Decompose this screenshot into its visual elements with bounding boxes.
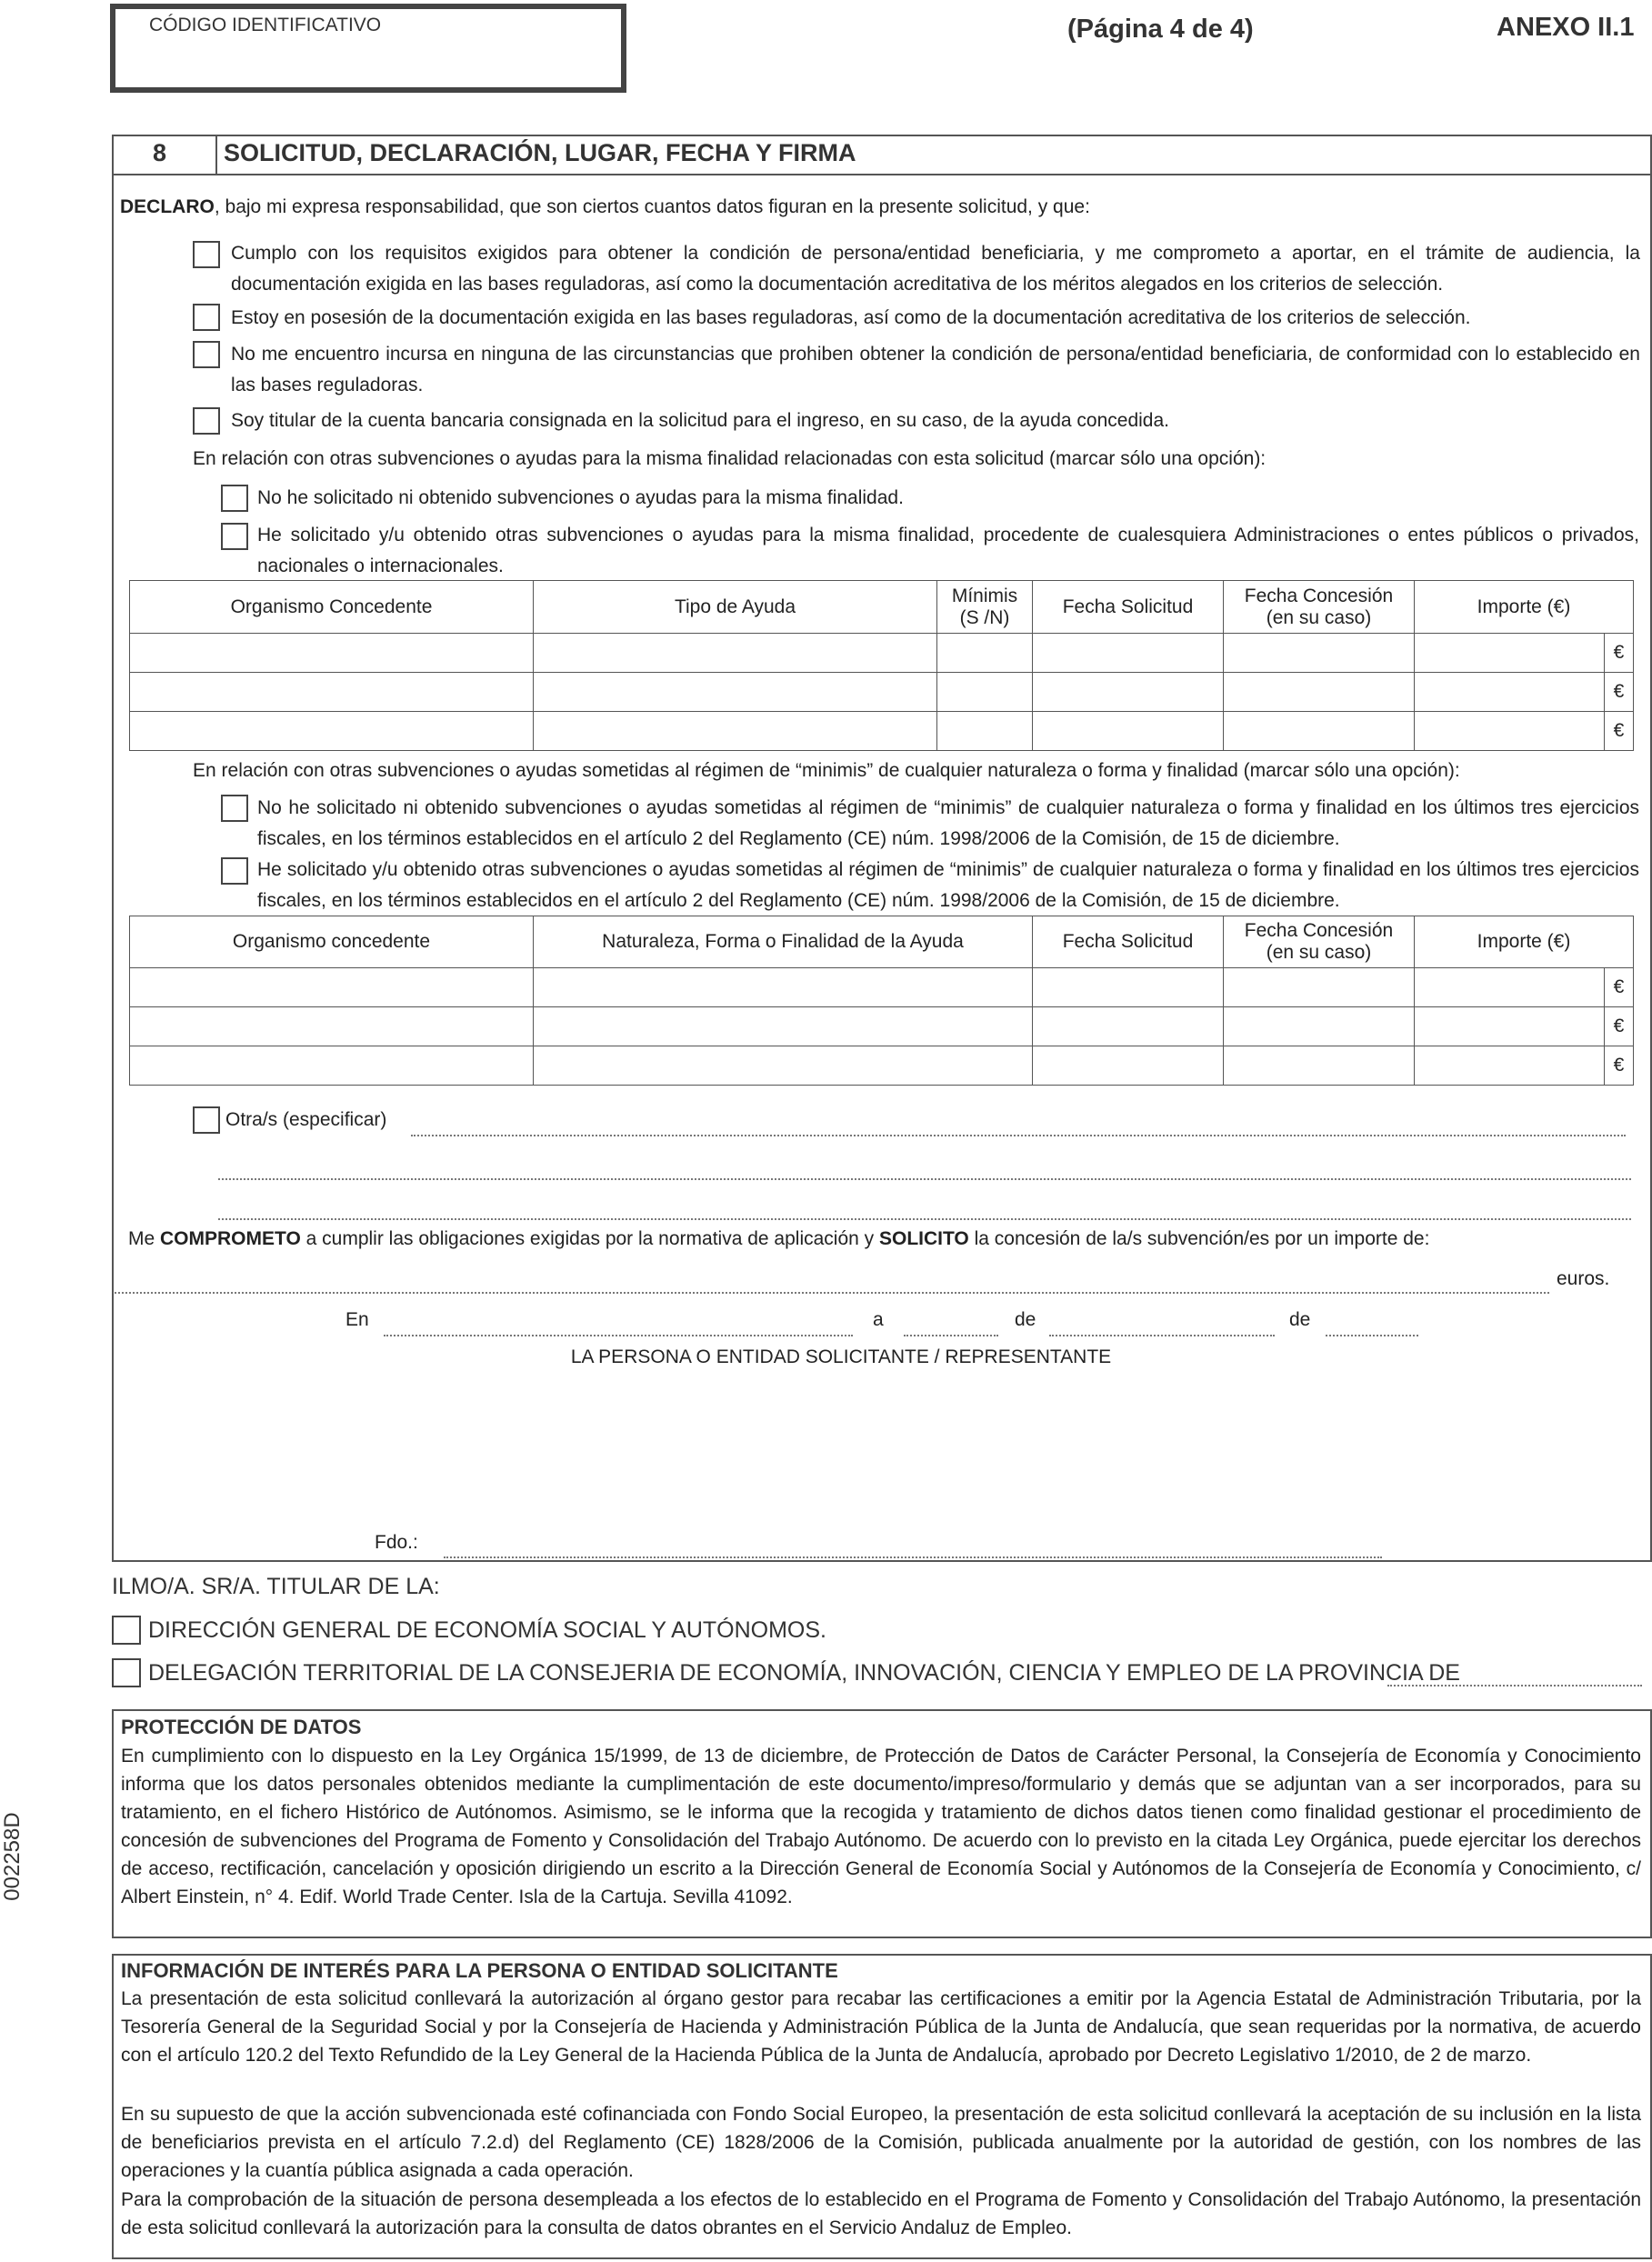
declaro-keyword: DECLARO (120, 196, 215, 217)
minimis-opt1-text: No he solicitado ni obtenido subvenciones o ayudas sometidas al régimen de “minimis” de cualquier naturaleza o forma y finalidad en los últimos tres ejercicios fiscales, en los términos establecidos en el artículo 2 del Reglamento (CE) núm. 1998/2006 de la Comisión, de 15 de diciembre. (257, 797, 1639, 849)
decl-item-4-text: Soy titular de la cuenta bancaria consignada en la solicitud para el ingreso, en su caso, de la ayuda concedida. (231, 410, 1170, 431)
declaro-statement (120, 192, 1629, 222)
compromiso-text-3: la concesión de la/s subvención/es por un importe de: (968, 1228, 1430, 1249)
table-cell[interactable] (1033, 712, 1224, 751)
addressee-option-2-checkbox[interactable] (112, 1658, 141, 1687)
other-opt1-text: No he solicitado ni obtenido subvenciones o ayudas para la misma finalidad. (257, 487, 904, 508)
other-subsidies-table (129, 580, 1634, 751)
month-field[interactable] (1049, 1335, 1275, 1336)
table-row (130, 1046, 1634, 1086)
table-cell[interactable] (937, 712, 1033, 751)
t1-header-fecha-solicitud: Fecha Solicitud (1033, 581, 1224, 634)
decl-item-3-checkbox[interactable] (193, 341, 220, 368)
table-cell[interactable] (1224, 968, 1415, 1007)
currency-symbol: € (1605, 1046, 1634, 1086)
decl-item-1-checkbox[interactable] (193, 241, 220, 268)
place-en-label: En (345, 1309, 369, 1330)
currency-symbol: € (1605, 634, 1634, 673)
section-number: 8 (153, 139, 167, 166)
compromiso-text-1: Me (128, 1228, 161, 1249)
table-cell[interactable] (534, 673, 937, 712)
table-cell[interactable] (1033, 968, 1224, 1007)
other-opt2-checkbox[interactable] (221, 523, 248, 550)
table-cell[interactable] (1224, 673, 1415, 712)
section-8-number-divider (215, 135, 217, 175)
info-title: INFORMACIÓN DE INTERÉS PARA LA PERSONA O ENTIDAD SOLICITANTE (121, 1959, 838, 1982)
table-cell[interactable] (534, 634, 937, 673)
info-paragraph-3: Para la comprobación de la situación de persona desempleada a los efectos de lo establecido en el Programa de Fomento y Consolidación del Trabajo Autónomo, la presentación de esta solicitud conllevará la autorización para la consulta de datos obrantes en el Servicio Andaluz de Empleo. (121, 2189, 1641, 2238)
table-cell[interactable] (1415, 1046, 1605, 1086)
table-cell[interactable] (130, 712, 534, 751)
addressee-option-2-text: DELEGACIÓN TERRITORIAL DE LA CONSEJERIA DE ECONOMÍA, INNOVACIÓN, CIENCIA Y EMPLEO DE LA PROVINCIA DE (148, 1660, 1460, 1686)
other-opt2-text: He solicitado y/u obtenido otras subvenciones o ayudas para la misma finalidad, procedente de cualesquiera Administraciones o entes públicos o privados, nacionales o internacionales. (257, 525, 1639, 576)
table-cell[interactable] (534, 1007, 1033, 1046)
decl-item-1-text: Cumplo con los requisitos exigidos para obtener la condición de persona/entidad beneficiaria, y me comprometo a aportar, en el trámite de audiencia, la documentación exigida en las bases reguladoras, así como la documentación acreditativa de los méritos alegados en los criterios de selección. (231, 243, 1640, 295)
table-cell[interactable] (1415, 1007, 1605, 1046)
t1-header-organismo: Organismo Concedente (130, 581, 534, 634)
otras-field-line-1[interactable] (411, 1135, 1626, 1136)
side-document-code: 002258D (0, 1812, 25, 1901)
currency-symbol: € (1605, 1007, 1634, 1046)
euros-label: euros. (1557, 1268, 1610, 1289)
place-field[interactable] (384, 1335, 853, 1336)
t1-header-minimis: Mínimis (S /N) (937, 581, 1033, 634)
place-de-label-2: de (1289, 1309, 1311, 1330)
table-cell[interactable] (130, 968, 534, 1007)
t1-header-importe: Importe (€) (1415, 581, 1634, 634)
section-title: SOLICITUD, DECLARACIÓN, LUGAR, FECHA Y FIRMA (224, 139, 856, 166)
table-cell[interactable] (1224, 712, 1415, 751)
section-8-header-rule (112, 174, 1652, 175)
annex-label: ANEXO II.1 (1497, 13, 1635, 42)
table-cell[interactable] (1415, 634, 1605, 673)
addressee-option-1-text: DIRECCIÓN GENERAL DE ECONOMÍA SOCIAL Y AUTÓNOMOS. (148, 1617, 826, 1643)
compromiso-text-2: a cumplir las obligaciones exigidas por la normativa de aplicación y (300, 1228, 879, 1249)
table-cell[interactable] (1224, 634, 1415, 673)
data-protection-text: En cumplimiento con lo dispuesto en la Ley Orgánica 15/1999, de 13 de diciembre, de Protección de Datos de Carácter Personal, la Consejería de Economía y Conocimiento informa que los datos personales obtenidos mediante la cumplimentación de este documento/impreso/formulario y demás que se adjuntan van a ser incorporados, para su tratamiento, en el fichero Histórico de Autónomos. Asimismo, se le informa que la recogida y tratamiento de dichos datos tienen como finalidad gestionar el procedimiento de concesión de subvenciones del Programa de Fomento y Consolidación del Trabajo Autónomo. De acuerdo con lo previsto en la citada Ley Orgánica, puede ejercitar los derechos de acceso, rectificación, cancelación y oposición dirigiendo un escrito a la Dirección General de Economía Social y Autónomos de la Consejería de Economía y Conocimiento, c/ Albert Einstein, n° 4. Edif. World Trade Center. Isla de la Cartuja. Sevilla 41092. (121, 1746, 1641, 1907)
table-cell[interactable] (1033, 1046, 1224, 1086)
identification-code-label: CÓDIGO IDENTIFICATIVO (149, 15, 382, 35)
table-row (130, 712, 1634, 751)
table-cell[interactable] (937, 673, 1033, 712)
decl-item-2-checkbox[interactable] (193, 304, 220, 331)
table-cell[interactable] (130, 1046, 534, 1086)
province-field[interactable] (1387, 1685, 1642, 1686)
table-cell[interactable] (130, 1007, 534, 1046)
table-cell[interactable] (534, 1046, 1033, 1086)
info-paragraph-1: La presentación de esta solicitud conllevará la autorización al órgano gestor para recabar las certificaciones a emitir por la Agencia Estatal de Administración Tributaria, por la Tesorería General de la Seguridad Social y por la Consejería de Hacienda y Administración Pública de la Junta de Andalucía, que sean requeridas por la normativa, de acuerdo con el artículo 120.2 del Texto Refundido de la Ley General de la Hacienda Pública de la Junta de Andalucía, aprobado por Decreto Legislativo 1/2010, de 2 de marzo. (121, 1988, 1641, 2066)
table-cell[interactable] (130, 634, 534, 673)
fdo-label: Fdo.: (375, 1532, 418, 1553)
decl-item-4-checkbox[interactable] (193, 407, 220, 435)
table-cell[interactable] (937, 634, 1033, 673)
otras-field-line-2[interactable] (218, 1178, 1631, 1180)
otras-field-line-3[interactable] (218, 1218, 1631, 1220)
table-cell[interactable] (534, 968, 1033, 1007)
table-row (130, 634, 1634, 673)
solicito-keyword: SOLICITO (878, 1228, 969, 1249)
declaro-text: , bajo mi expresa responsabilidad, que son ciertos cuantos datos figuran en la presente solicitud, y que: (214, 196, 1090, 217)
minimis-opt2-checkbox[interactable] (221, 857, 248, 885)
decl-item-2-text: Estoy en posesión de la documentación exigida en las bases reguladoras, así como de la documentación acreditativa de los criterios de selección. (231, 307, 1471, 328)
otras-checkbox[interactable] (193, 1106, 220, 1134)
addressee-title: ILMO/A. SR/A. TITULAR DE LA: (112, 1574, 440, 1599)
table-cell[interactable] (1033, 673, 1224, 712)
table-row (130, 1007, 1634, 1046)
table-cell[interactable] (534, 712, 937, 751)
other-subsidies-intro: En relación con otras subvenciones o ayudas para la misma finalidad relacionadas con esta solicitud (marcar sólo una opción): (193, 448, 1267, 469)
place-a-label: a (873, 1309, 884, 1330)
table-cell[interactable] (1224, 1046, 1415, 1086)
currency-symbol: € (1605, 673, 1634, 712)
currency-symbol: € (1605, 712, 1634, 751)
table-cell[interactable] (1224, 1007, 1415, 1046)
year-field[interactable] (1326, 1335, 1418, 1336)
minimis-intro: En relación con otras subvenciones o ayudas sometidas al régimen de “minimis” de cualquier naturaleza o forma y finalidad (marcar sólo una opción): (193, 760, 1460, 781)
t2-header-organismo: Organismo concedente (130, 916, 534, 968)
minimis-table (129, 916, 1634, 1086)
table-cell[interactable] (130, 673, 534, 712)
decl-item-3-text: No me encuentro incursa en ninguna de las circunstancias que prohiben obtener la condición de persona/entidad beneficiaria, de conformidad con lo establecido en las bases reguladoras. (231, 344, 1640, 395)
day-field[interactable] (904, 1335, 998, 1336)
table-cell[interactable] (1415, 673, 1605, 712)
minimis-opt1-checkbox[interactable] (221, 795, 248, 822)
table-row (130, 968, 1634, 1007)
t2-header-importe: Importe (€) (1415, 916, 1634, 968)
page-number: (Página 4 de 4) (1067, 15, 1254, 44)
t1-header-tipo: Tipo de Ayuda (534, 581, 937, 634)
table-row (130, 673, 1634, 712)
table-cell[interactable] (1415, 712, 1605, 751)
t1-header-fecha-concesion: Fecha Concesión (en su caso) (1224, 581, 1415, 634)
info-paragraph-2: En su supuesto de que la acción subvencionada esté cofinanciada con Fondo Social Europeo, la presentación de esta solicitud conllevará la aceptación de su inclusión en la lista de beneficiarios prevista en el artículo 7.2.d) del Reglamento (CE) 1828/2006 de la Comisión, publicada anualmente por la autoridad de gestión, con los nombres de las operaciones y la cuantía pública asignada a cada operación. (121, 2104, 1641, 2181)
compromiso-statement (128, 1224, 1637, 1254)
addressee-option-1-checkbox[interactable] (112, 1616, 141, 1645)
minimis-opt2-text: He solicitado y/u obtenido otras subvenciones o ayudas sometidas al régimen de “minimis” de cualquier naturaleza o forma y finalidad en los últimos tres ejercicios fiscales, en los términos establecidos en el artículo 2 del Reglamento (CE) núm. 1998/2006 de la Comisión, de 15 de diciembre. (257, 859, 1639, 911)
table-cell[interactable] (1415, 968, 1605, 1007)
data-protection-title: PROTECCIÓN DE DATOS (121, 1716, 362, 1738)
place-de-label-1: de (1015, 1309, 1036, 1330)
signer-label: LA PERSONA O ENTIDAD SOLICITANTE / REPRESENTANTE (570, 1346, 1112, 1367)
t2-header-fecha-concesion: Fecha Concesión (en su caso) (1224, 916, 1415, 968)
table-cell[interactable] (1033, 634, 1224, 673)
other-opt1-checkbox[interactable] (221, 485, 248, 512)
otras-label: Otra/s (especificar) (225, 1109, 387, 1130)
t2-header-fecha-solicitud: Fecha Solicitud (1033, 916, 1224, 968)
amount-field[interactable] (115, 1292, 1549, 1294)
table-cell[interactable] (1033, 1007, 1224, 1046)
comprometo-keyword: COMPROMETO (160, 1228, 301, 1249)
currency-symbol: € (1605, 968, 1634, 1007)
t2-header-naturaleza: Naturaleza, Forma o Finalidad de la Ayuda (534, 916, 1033, 968)
signature-name-field[interactable] (444, 1556, 1382, 1558)
identification-code-box[interactable] (110, 4, 626, 93)
